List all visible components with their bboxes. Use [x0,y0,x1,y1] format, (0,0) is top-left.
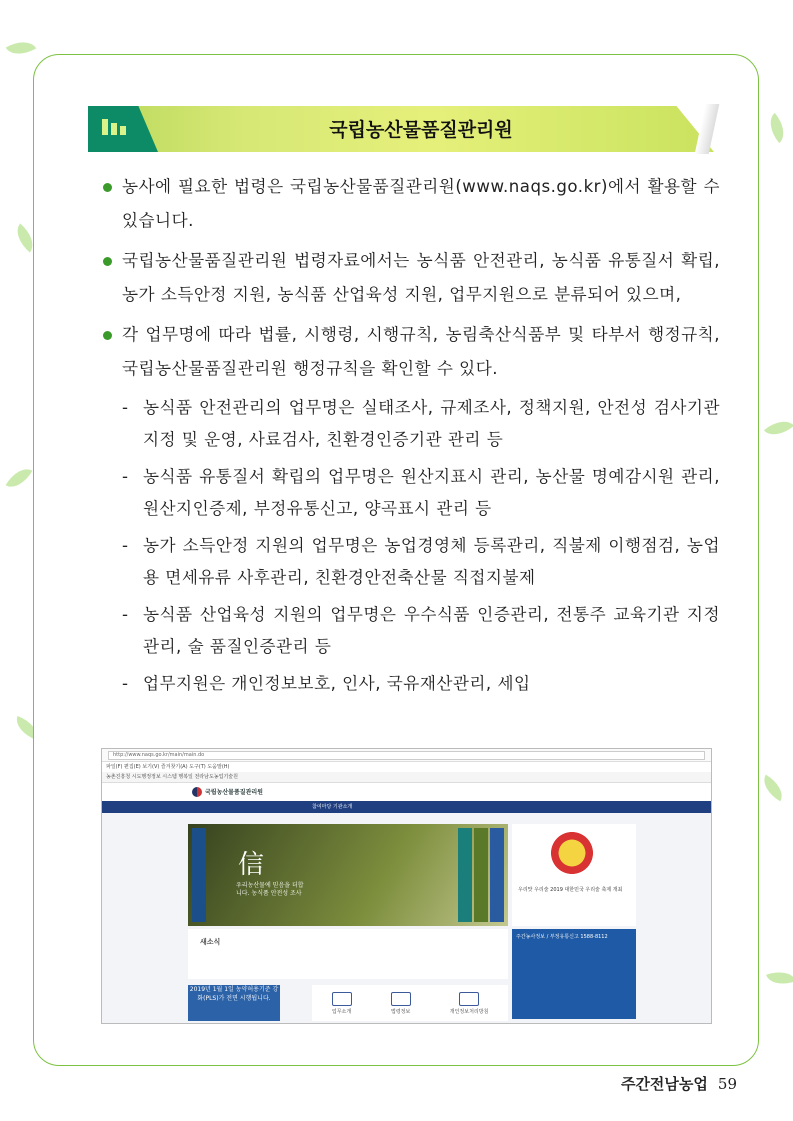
bullet-dot-icon [103,331,112,340]
favorites-bar[interactable]: 농촌진흥청 시도행정정보 시스템 행복일 전라남도농업기술원 [102,772,711,783]
hero-calligraphy: 信 [238,850,265,880]
emblem-icon [192,787,202,797]
leaf-decoration [758,775,789,802]
url-field[interactable]: http://www.naqs.go.kr/main/main.do [108,751,705,760]
festival-caption: 우리맛 우리술 2019 대한민국 우리술 축제 개최 [518,887,623,893]
hero-text: 우리농산물에 믿음을 더합니다. 농식품 안전성 조사 [236,882,304,897]
news-box [188,929,508,979]
bullet-item: 농사에 필요한 법령은 국립농산물품질관리원(www.naqs.go.kr)에서 활용할 수 있습니다. [100,170,720,238]
leaf-decoration [766,966,793,990]
browser-address-bar [102,749,711,762]
news-title[interactable]: 새소식 [200,938,221,946]
leaf-decoration [6,463,33,494]
browser-menu[interactable]: 파일(F) 편집(E) 보기(V) 즐겨찾기(A) 도구(T) 도움말(H) [102,762,711,772]
site-nav[interactable]: 참여마당 기관소개 [102,801,711,813]
bullet-item: 국립농산물품질관리원 법령자료에서는 농식품 안전관리, 농식품 유통질서 확립, 농가 소득안정 지원, 농식품 산업육성 지원, 업무지원으로 분류되어 있으며, [100,244,720,312]
sub-item: - 농식품 산업육성 지원의 업무명은 우수식품 인증관리, 전통주 교육기관 지정관리, 술 품질인증관리 등 [122,605,720,656]
pls-banner[interactable]: 2019년 1월 1일 농약허용기준 강화(PLS)가 전면 시행됩니다. [188,985,280,1021]
quick-link[interactable]: 개인정보처리방침 [450,992,489,1015]
section-title: 국립농산물품질관리원 [329,119,513,141]
sub-item: - 농식품 유통질서 확립의 업무명은 원산지표시 관리, 농산물 명예감시원 관리, 원산지인증제, 부정유통신고, 양곡표시 관리 등 [122,467,720,518]
leaf-decoration [6,35,37,62]
sub-item: - 농가 소득안정 지원의 업무명은 농업경영체 등록관리, 직불제 이행점검, 농업용 면세유류 사후관리, 친환경안전축산물 직접지불제 [122,536,720,587]
festival-banner[interactable] [512,824,636,926]
quick-link[interactable]: 업무소개 [332,992,352,1015]
page-footer [621,1073,737,1094]
bullet-dot-icon [103,257,112,266]
hero-menu-column[interactable] [474,828,488,922]
site-header [102,783,711,801]
hero-side-column [192,828,206,922]
bullet-item: 각 업무명에 따라 법률, 시행령, 시행규칙, 농림축산식품부 및 타부서 행정규칙, 국립농산물품질관리원 행정규칙을 확인할 수 있다. [100,318,720,386]
page-number: 59 [717,1075,737,1093]
hero-menu-column[interactable] [490,828,504,922]
magazine-name: 주간전남농업 [620,1075,708,1093]
hero-menu-column[interactable] [458,828,472,922]
site-logo[interactable]: 국립농산물품질관리원 [192,787,263,798]
festival-logo [542,830,602,876]
section-title-bar [88,106,714,152]
quick-link[interactable]: 법령정보 [391,992,411,1015]
notice-box[interactable]: 주간농사정보 / 부정유통신고 1588-8112 [512,929,636,1019]
sub-item: - 농식품 안전관리의 업무명은 실태조사, 규제조사, 정책지원, 안전성 검사기관 지정 및 운영, 사료검사, 친환경인증기관 관리 등 [122,398,720,449]
hero-banner[interactable] [188,824,508,926]
bullet-dot-icon [103,183,112,192]
leaf-decoration [763,113,792,143]
sub-item: - 업무지원은 개인정보보호, 인사, 국유재산관리, 세입 [122,674,531,693]
leaf-decoration [764,414,793,443]
body-text [100,170,720,706]
website-screenshot [101,748,712,1024]
quick-links [312,985,508,1021]
